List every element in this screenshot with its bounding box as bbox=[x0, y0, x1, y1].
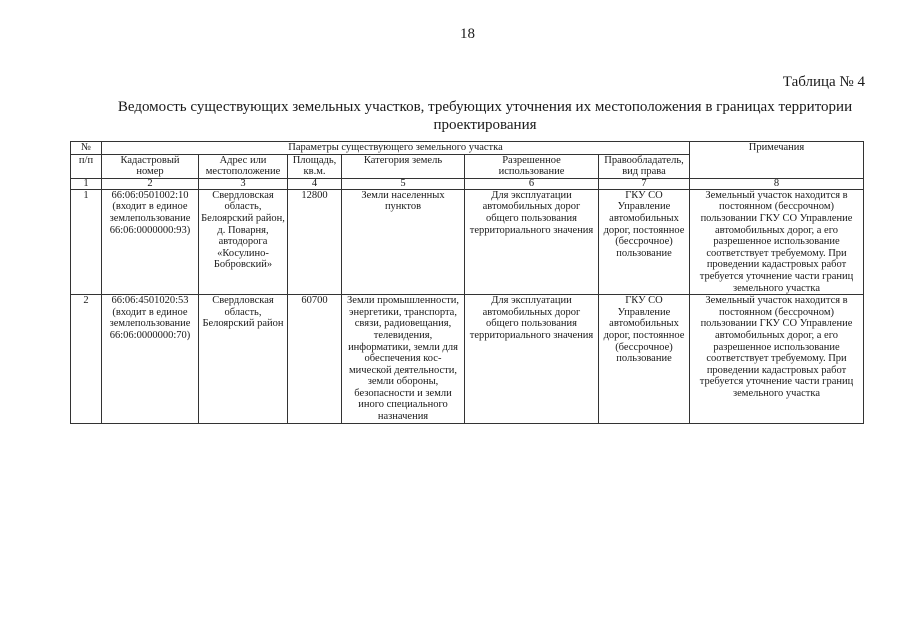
notes-cell-line: проведении кадастровых работ bbox=[706, 364, 847, 376]
header-category bbox=[342, 154, 465, 178]
land-category-cell bbox=[342, 189, 465, 294]
header-notes: Примечания bbox=[690, 142, 864, 179]
permitted-use-cell-line: территориального значения bbox=[469, 224, 594, 236]
header-address-line: Адрес или bbox=[219, 154, 267, 166]
cadastral-number-cell bbox=[102, 295, 199, 424]
land-category-cell-line: назначения bbox=[377, 411, 429, 423]
owner-right-cell-line: ГКУ СО bbox=[625, 295, 663, 307]
owner-right-cell-line: дорог, постоянное bbox=[603, 329, 685, 341]
cadastral-number-cell-line: 66:06:0000000:93) bbox=[109, 224, 191, 236]
notes-cell-line: требуется уточнение части границ bbox=[699, 376, 854, 388]
header-area-line: кв.м. bbox=[303, 166, 326, 178]
header-owner-line: Правообладатель, bbox=[604, 154, 684, 166]
header-use-line: использование bbox=[498, 166, 565, 178]
address-cell-line: Белоярский район bbox=[202, 318, 284, 330]
permitted-use-cell-line: Для эксплуатации bbox=[491, 295, 572, 307]
owner-right-cell-line: Управление bbox=[617, 306, 671, 318]
parcels-table bbox=[70, 141, 864, 424]
notes-cell-line: пользовании ГКУ СО Управление bbox=[700, 212, 853, 224]
title-line-1: Ведомость существующих земельных участков, требующих уточнения их местоположения в границах территории bbox=[117, 99, 853, 115]
header-area-line: Площадь, bbox=[292, 154, 337, 166]
notes-cell-line: требуется уточнение части границ bbox=[699, 270, 854, 282]
address-cell-line: автодорога bbox=[218, 236, 268, 248]
land-category-cell-line: связи, радиовещания, bbox=[354, 318, 452, 330]
notes-cell bbox=[690, 189, 864, 294]
header-owner bbox=[599, 154, 690, 178]
notes-cell-line: постоянном (бессрочном) bbox=[719, 306, 834, 318]
land-category-cell-line: Земли промышленности, bbox=[347, 295, 459, 307]
owner-right-cell-line: Управление bbox=[617, 201, 671, 213]
notes-cell-line: постоянном (бессрочном) bbox=[719, 201, 834, 213]
table-body bbox=[71, 189, 864, 423]
header-cadastral-line: Кадастровый bbox=[120, 154, 180, 166]
notes-cell-line: земельного участка bbox=[733, 387, 820, 399]
address-cell-line: «Косулино- bbox=[217, 247, 269, 259]
notes-cell-line: автомобильных дорог, а его bbox=[715, 224, 838, 236]
address-cell-line: область, bbox=[224, 306, 262, 318]
column-number: 4 bbox=[288, 178, 342, 189]
notes-cell bbox=[690, 295, 864, 424]
table-row bbox=[71, 295, 864, 424]
column-number-row bbox=[71, 178, 864, 189]
table-label: Таблица № 4 bbox=[782, 74, 865, 90]
address-cell bbox=[199, 295, 288, 424]
cadastral-number-cell-line: (входит в единое bbox=[112, 201, 188, 213]
notes-cell-line: Земельный участок находится в bbox=[705, 189, 848, 201]
land-category-cell-line: земли обороны, bbox=[367, 376, 439, 388]
table-row bbox=[71, 189, 864, 294]
address-cell-line: Свердловская bbox=[212, 295, 274, 307]
column-number: 2 bbox=[102, 178, 199, 189]
area-cell: 12800 bbox=[288, 189, 342, 294]
permitted-use-cell-line: территориального значения bbox=[469, 329, 594, 341]
address-cell-line: Бобровский» bbox=[213, 259, 273, 271]
land-category-cell-line: безопасности и земли bbox=[354, 387, 452, 399]
address-cell-line: д. Поварня, bbox=[217, 224, 269, 236]
notes-cell-line: Земельный участок находится в bbox=[705, 295, 848, 307]
header-no-sub: п/п bbox=[71, 154, 102, 178]
owner-right-cell bbox=[599, 189, 690, 294]
land-category-cell-line: мической деятельности, bbox=[349, 364, 457, 376]
permitted-use-cell-line: автомобильных дорог bbox=[482, 201, 581, 213]
header-use bbox=[465, 154, 599, 178]
land-category-cell-line: Земли населенных bbox=[361, 189, 445, 201]
header-no bbox=[71, 142, 102, 155]
notes-cell-line: земельного участка bbox=[733, 282, 820, 294]
permitted-use-cell-line: Для эксплуатации bbox=[491, 189, 572, 201]
notes-cell-line: пользовании ГКУ СО Управление bbox=[700, 318, 853, 330]
land-category-cell-line: энергетики, транспорта, bbox=[349, 306, 457, 318]
notes-cell-line: разрешенное использование bbox=[713, 341, 840, 353]
address-cell-line: область, bbox=[224, 201, 262, 213]
row-number: 2 bbox=[71, 295, 102, 424]
cadastral-number-cell-line: землепользование bbox=[109, 318, 191, 330]
cadastral-number-cell-line: 66:06:0501002:10 bbox=[111, 189, 189, 201]
header-row-top bbox=[71, 142, 864, 155]
header-cadastral-line: номер bbox=[136, 166, 164, 178]
land-category-cell-line: информатики, земли для bbox=[348, 341, 458, 353]
header-cadastral bbox=[102, 154, 199, 178]
cadastral-number-cell-line: 66:06:0000000:70) bbox=[109, 329, 191, 341]
owner-right-cell-line: пользование bbox=[616, 353, 672, 365]
notes-cell-line: соответствует требуемому. При bbox=[706, 247, 847, 259]
column-number: 1 bbox=[71, 178, 102, 189]
permitted-use-cell-line: общего пользования bbox=[486, 212, 577, 224]
land-category-cell-line: обеспечения кос- bbox=[364, 353, 442, 365]
header-no-label: № bbox=[80, 142, 92, 153]
permitted-use-cell bbox=[465, 189, 599, 294]
owner-right-cell-line: пользование bbox=[616, 247, 672, 259]
notes-cell-line: автомобильных дорог, а его bbox=[715, 329, 838, 341]
header-params-group: Параметры существующего земельного участка bbox=[102, 142, 690, 155]
column-number: 8 bbox=[690, 178, 864, 189]
column-number: 6 bbox=[465, 178, 599, 189]
notes-cell-line: разрешенное использование bbox=[713, 236, 840, 248]
cadastral-number-cell-line: 66:06:4501020:53 bbox=[111, 295, 189, 307]
header-area bbox=[288, 154, 342, 178]
permitted-use-cell-line: общего пользования bbox=[486, 318, 577, 330]
owner-right-cell-line: (бессрочное) bbox=[615, 236, 673, 248]
owner-right-cell-line: автомобильных bbox=[609, 318, 679, 330]
header-address-line: местоположение bbox=[205, 166, 281, 178]
notes-cell-line: проведении кадастровых работ bbox=[706, 259, 847, 271]
header-address bbox=[199, 154, 288, 178]
column-number: 3 bbox=[199, 178, 288, 189]
address-cell-line: Свердловская bbox=[212, 189, 274, 201]
title-line-2: проектирования bbox=[433, 117, 537, 133]
cadastral-number-cell bbox=[102, 189, 199, 294]
address-cell-line: Белоярский район, bbox=[201, 212, 285, 224]
column-number: 5 bbox=[342, 178, 465, 189]
cadastral-number-cell-line: землепользование bbox=[109, 212, 191, 224]
area-cell: 60700 bbox=[288, 295, 342, 424]
land-category-cell bbox=[342, 295, 465, 424]
header-category-line: Категория земель bbox=[363, 154, 443, 166]
column-number: 7 bbox=[599, 178, 690, 189]
notes-cell-line: соответствует требуемому. При bbox=[706, 353, 847, 365]
document-title bbox=[90, 98, 880, 134]
owner-right-cell-line: ГКУ СО bbox=[625, 189, 663, 201]
header-owner-line: вид права bbox=[622, 166, 666, 178]
land-category-cell-line: иного специального bbox=[358, 399, 448, 411]
owner-right-cell-line: автомобильных bbox=[609, 212, 679, 224]
land-category-cell-line: пунктов bbox=[384, 201, 422, 213]
owner-right-cell bbox=[599, 295, 690, 424]
page-number: 18 bbox=[460, 26, 475, 42]
permitted-use-cell bbox=[465, 295, 599, 424]
owner-right-cell-line: дорог, постоянное bbox=[603, 224, 685, 236]
header-use-line: Разрешенное bbox=[502, 154, 561, 166]
row-number: 1 bbox=[71, 189, 102, 294]
cadastral-number-cell-line: (входит в единое bbox=[112, 306, 188, 318]
owner-right-cell-line: (бессрочное) bbox=[615, 341, 673, 353]
permitted-use-cell-line: автомобильных дорог bbox=[482, 306, 581, 318]
land-category-cell-line: телевидения, bbox=[373, 329, 433, 341]
address-cell bbox=[199, 189, 288, 294]
